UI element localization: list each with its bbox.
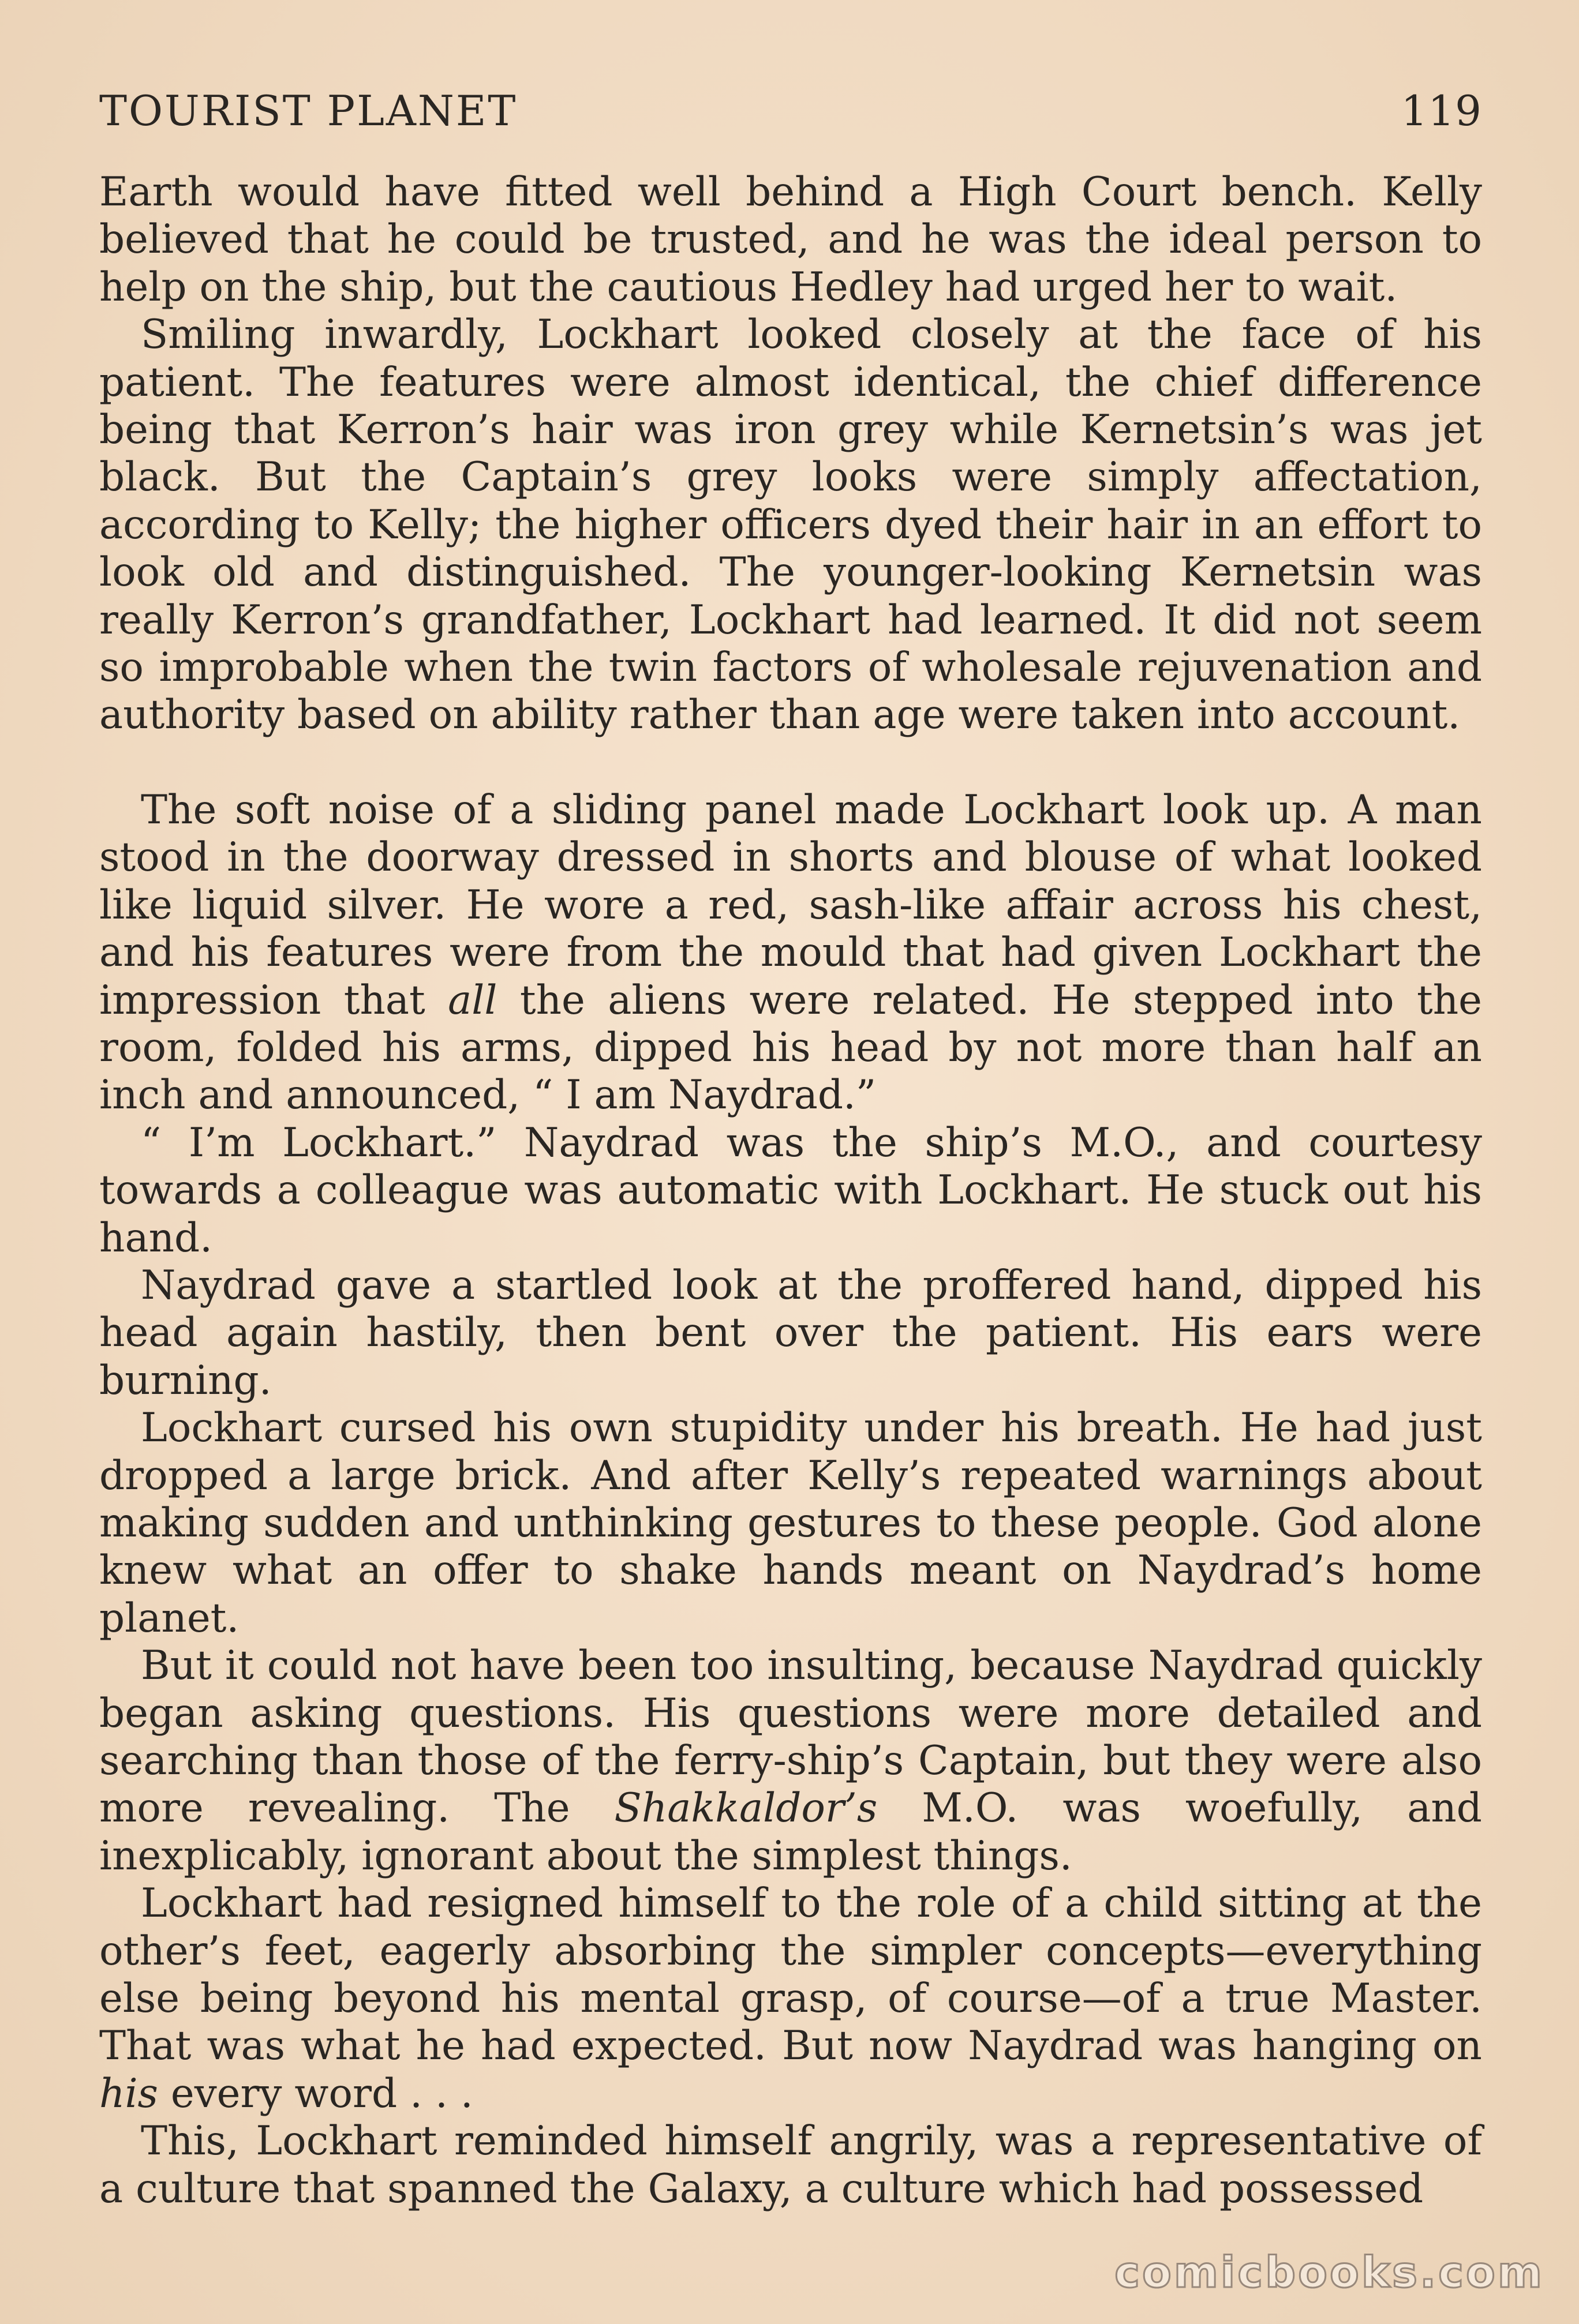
paragraph: “ I’m Lockhart.” Naydrad was the ship’s M.O., and courtesy towards a colleague was automatic with Lockhart. He stuck out his hand. (99, 1119, 1482, 1261)
text-span: M.O. was woefully, and inexplicably, ignorant about the simplest things. (99, 1785, 1482, 1879)
paragraph: Lockhart cursed his own stupidity under his breath. He had just dropped a large brick. And after Kelly’s repeated warnings about making sudden and unthinking gestures to these people. God alone knew what an offer to shake hands meant on Naydrad’s home planet. (99, 1405, 1482, 1641)
paragraph (99, 1642, 1482, 1880)
page-number: 119 (1401, 87, 1482, 135)
text-span: But it could not have been too insulting, because Naydrad quickly began asking questions. His questions were more detailed and searching than those of the ferry-ship’s Captain, but they were also more revealing. The (99, 1643, 1482, 1832)
paragraph (99, 786, 1482, 1119)
paragraph (99, 1880, 1482, 2117)
text-span: the aliens were related. He stepped into the room, folded his arms, dipped his head by not more than half an inch and announced, “ I am Naydrad.” (99, 977, 1483, 1119)
running-head (99, 87, 1482, 135)
paragraph: Naydrad gave a startled look at the proffered hand, dipped his head again hastily, then bent over the patient. His ears were burning. (99, 1262, 1482, 1404)
paragraph-continued: Earth would have fitted well behind a High Court bench. Kelly believed that he could be trusted, and he was the ideal person to help on the ship, but the cautious Hedley had urged her to wait. (99, 169, 1482, 310)
text-span: The soft noise of a sliding panel made Lockhart look up. A man stood in the doorway dressed in shorts and blouse of what looked like liquid silver. He wore a red, sash-like affair across his chest, and his features were from the mould that had given Lockhart the impression that (99, 786, 1482, 1024)
book-page (99, 87, 1482, 2213)
emphasis-text: all (448, 977, 497, 1024)
running-title: TOURIST PLANET (99, 87, 518, 135)
paragraph: Smiling inwardly, Lockhart looked closely at the face of his patient. The features were almost identical, the chief difference being that Kerron’s hair was iron grey while Kernetsin’s was jet black. But the Captain’s grey looks were simply affectation, according to Kelly; the higher officers dyed their hair in an effort to look old and distinguished. The younger-looking Kernetsin was really Kerron’s grandfather, Lockhart had learned. It did not seem so improbable when the twin factors of wholesale rejuvenation and authority based on ability rather than age were taken into account. (99, 312, 1482, 739)
text-span: every word . . . (158, 2070, 473, 2117)
watermark-logo: comicbooks.com (1114, 2248, 1544, 2297)
body-text (99, 168, 1482, 2213)
paragraph: This, Lockhart reminded himself angrily, was a representative of a culture that spanned the Galaxy, a culture which had possessed (99, 2118, 1482, 2212)
emphasis-text: his (99, 2070, 158, 2117)
emphasis-text: Shakkaldor’s (614, 1785, 878, 1832)
text-span: Lockhart had resigned himself to the role of a child sitting at the other’s feet, eagerly absorbing the simpler concepts—everything else being beyond his mental grasp, of course—of a true Master. That was what he had expected. But now Naydrad was hanging on (99, 1880, 1482, 2070)
